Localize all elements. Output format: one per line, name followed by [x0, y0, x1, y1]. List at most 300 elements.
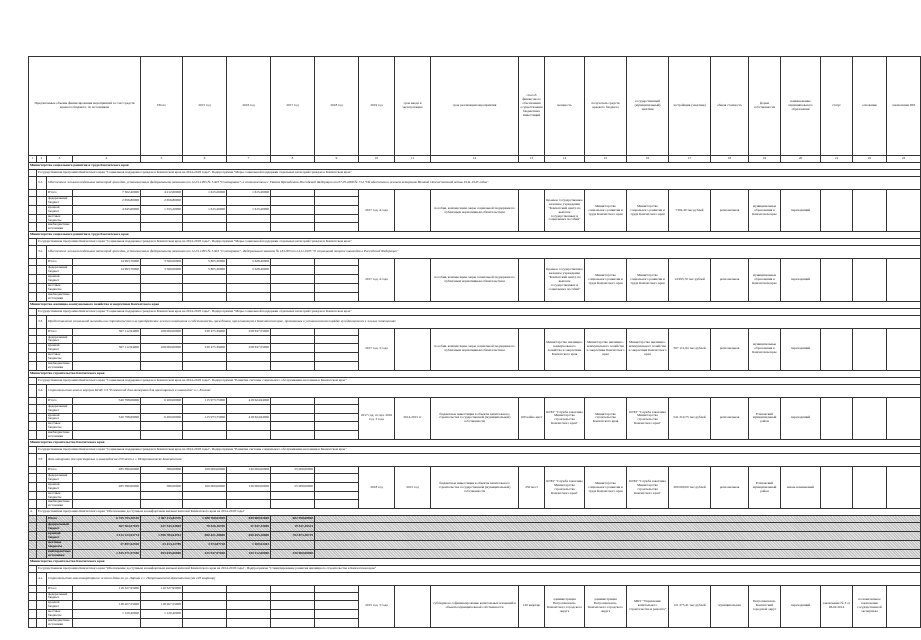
financing-value [183, 283, 227, 292]
financing-value: 4 645,60000 [73, 205, 141, 214]
financing-value [141, 361, 183, 370]
financing-value [271, 275, 315, 284]
financing-value [271, 585, 315, 592]
spacer-cell [29, 549, 37, 558]
financing-value: 14 993,70000 [73, 266, 141, 275]
financing-value: 418 624,94000 [227, 397, 271, 404]
measure-title: Дом-интернат для престарелых и инвалидов на 250 мест в г. Петропавловске-Камчатском [47, 454, 921, 467]
column-number-cell: 7 [227, 156, 271, 163]
empty-cell [315, 482, 359, 491]
financing-row [29, 397, 921, 404]
financing-value: 425 547,97040 [183, 549, 227, 558]
implementation-period: 2014-2015 гг [395, 397, 431, 439]
financing-value: 2 656,80000 [141, 197, 183, 206]
financing-value [227, 292, 271, 301]
financing-source: Итого [47, 467, 73, 474]
basis [821, 259, 853, 301]
header-cell: государственный (муниципальный) заказчик [627, 57, 669, 156]
financing-value [73, 275, 141, 284]
financing-value: 258 637,55000 [227, 344, 271, 353]
financing-value [227, 361, 271, 370]
capacity: 100 койко-мест [519, 397, 545, 439]
financing-value [183, 610, 227, 619]
empty-cell [315, 259, 359, 266]
spacer-cell [37, 491, 47, 500]
capacity [519, 190, 545, 232]
financing-value [227, 592, 271, 601]
header-cell: 2015 год [183, 57, 227, 156]
financing-value: 55 000,00000 [271, 482, 315, 491]
financing-value: 230 475,39000 [183, 344, 227, 353]
financing-value: 702 873,30719 [271, 532, 315, 541]
financing-value: 597 112,94000 [73, 344, 141, 353]
financing-value [271, 474, 315, 483]
state-customer: Министерство строительства Камчатского края [585, 397, 627, 439]
financing-value: 115 973,75000 [183, 397, 227, 404]
spacer-cell [37, 500, 47, 509]
financing-value [73, 214, 141, 223]
financing-source: Итого [47, 585, 73, 592]
financing-value: 1 615,20000 [227, 205, 271, 214]
developer: Министерство социального развития и труда Камчатского края [627, 190, 669, 232]
financing-value [271, 190, 315, 197]
header-cell: срок реализации мероприятия [431, 57, 519, 156]
expert-opinion: положительное заключение государственной экспертизы [853, 585, 887, 627]
capacity: 250 мест [519, 467, 545, 509]
commissioning-term: 2015 год, 3 года [359, 585, 395, 627]
financing-value: 100 000,00000 [183, 467, 227, 474]
developer: Министерство жилищно-коммунального хозяйства и энергетики Камчатского края [627, 328, 669, 370]
program-row [29, 509, 921, 516]
expert-opinion [853, 397, 887, 439]
spacer-cell [29, 292, 37, 301]
empty-cell [315, 516, 921, 523]
program-title: Государственная программа Камчатского края "Социальная поддержка граждан в Камчатском крае на 2014-2018 годы". Подпрограмма "Меры социальной поддержки отдельных категорий граждан в Камчатском крае" [37, 170, 921, 177]
ownership-form: региональная [711, 259, 749, 301]
financing-value [271, 397, 315, 404]
column-number-cell: 23 [887, 156, 921, 163]
financing-value [141, 422, 183, 431]
financing-value [141, 491, 183, 500]
financing-value [141, 275, 183, 284]
empty-cell [315, 266, 359, 275]
basis [821, 190, 853, 232]
financing-value [227, 223, 271, 232]
header-cell: основание [853, 57, 887, 156]
municipality: Петропавловск-Камчатский городской округ [749, 585, 781, 627]
funds-recipient: Краевое государственное казенное учреждение "Камчатский центр по выплате государственных и социальных пособий" [545, 190, 585, 232]
spacer-cell [29, 275, 37, 284]
financing-value: 130 000,00000 [227, 482, 271, 491]
section-title: Министерство строительства Камчатского края [29, 370, 921, 377]
financing-value [271, 610, 315, 619]
measure-title: Строительство нового корпуса КГАУ СЗ "Елизовский дом-интернат для престарелых и инвалидов" в г. Елизове [47, 384, 921, 397]
developer: КГБУ "Служба заказчика Министерства строительства Камчатского края" [627, 397, 669, 439]
empty-cell [315, 275, 359, 284]
financing-value: 5 628,40000 [227, 266, 271, 275]
financing-value [227, 601, 271, 610]
status: переходящий [781, 259, 821, 301]
header-cell: срок ввода в эксплуатацию [395, 57, 431, 156]
spacer-cell [37, 214, 47, 223]
financing-value [183, 618, 227, 627]
status: вновь начинаемый [781, 467, 821, 509]
measure-row [29, 315, 921, 328]
financing-value [271, 292, 315, 301]
spacer-cell [37, 467, 47, 474]
financing-source: краевой бюджет [47, 601, 73, 610]
empty-cell [315, 205, 359, 214]
financing-source: внебюджетные источники [47, 223, 73, 232]
spacer-cell [29, 190, 37, 197]
column-number-cell: 21 [821, 156, 853, 163]
column-number-cell: 18 [711, 156, 749, 163]
financing-value: 1 120,40000 [73, 610, 141, 619]
header-row [29, 57, 921, 156]
financing-row [29, 585, 921, 592]
financing-value [271, 353, 315, 362]
financing-value: 1 120,40000 [141, 610, 183, 619]
state-customer: Министерство социального развития и труда Камчатского края [585, 259, 627, 301]
financing-value [183, 491, 227, 500]
spacer-cell [29, 361, 37, 370]
financing-value [271, 197, 315, 206]
total-cost: 300 000,00 тыс.рублей [669, 467, 711, 509]
spacer-cell [37, 266, 47, 275]
spacer-cell [29, 223, 37, 232]
financing-value [73, 422, 141, 431]
measure-row [29, 177, 921, 190]
summary-financing-row [29, 516, 921, 523]
program-row [29, 239, 921, 246]
commissioning-term: 2017 год, 3 года [359, 328, 395, 370]
spacer-cell [37, 397, 47, 404]
financing-value: 1 555,20000 [141, 205, 183, 214]
financing-value [227, 422, 271, 431]
status: переходящий [781, 328, 821, 370]
section-title: Министерство социального развития и труда Камчатского края [29, 232, 921, 239]
spacer-cell [37, 197, 47, 206]
financing-value: 2 656,80000 [73, 197, 141, 206]
financing-value: 3 374,87728 [183, 540, 227, 549]
measure-number: 3.3. [37, 315, 47, 328]
financing-value [183, 422, 227, 431]
column-number-cell: 12 [431, 156, 519, 163]
financing-value [183, 431, 227, 440]
header-cell: статус [821, 57, 853, 156]
financing-value: 580,00000 [141, 467, 183, 474]
summary-financing-row [29, 532, 921, 541]
spacer-cell [29, 328, 37, 335]
empty-cell [315, 223, 359, 232]
measure-row [29, 454, 921, 467]
empty-cell [315, 413, 359, 422]
financing-value: 602 398,68960 [271, 516, 315, 523]
financing-source: краевой бюджет [47, 275, 73, 284]
financing-value [73, 404, 141, 413]
financing-value: 418 624,94000 [227, 413, 271, 422]
spacer-cell [29, 500, 37, 509]
column-number-cell: 10 [359, 156, 395, 163]
measure-row [29, 384, 921, 397]
measure-title: Предоставление социальной выплаты на строительство или приобретение жилого помещения в собственность гражданам, проживающим в Камчатском крае, признанным в установленном порядке нуждающимися в жилых помещениях [47, 315, 921, 328]
empty-cell [315, 283, 359, 292]
financing-value: 55 000,00000 [271, 467, 315, 474]
state-customer: Министерство жилищно-коммунального хозяйства и энергетики Камчатского края [585, 328, 627, 370]
financing-value: 597 112,94000 [73, 328, 141, 335]
column-number-cell: 15 [585, 156, 627, 163]
financing-value: 4 414 123,55774 [73, 532, 141, 541]
financing-source: Итого [47, 516, 73, 523]
financing-value: 5 628,40000 [227, 259, 271, 266]
financing-source: федеральный бюджет [47, 335, 73, 344]
empty-cell [315, 328, 359, 335]
financing-value: 230 475,39000 [183, 328, 227, 335]
financing-value [227, 431, 271, 440]
financing-value: 495 045,00000 [141, 549, 183, 558]
financing-value: 118 207,55000 [73, 601, 141, 610]
financing-value: 580,00000 [141, 482, 183, 491]
spacer-cell [37, 532, 47, 541]
financing-source: федеральный бюджет [47, 474, 73, 483]
spacer-cell [29, 447, 37, 454]
financing-value [183, 275, 227, 284]
table-body [29, 163, 921, 628]
program-row [29, 447, 921, 454]
column-number-cell: 19 [749, 156, 781, 163]
financing-method: пособия, компенсации, меры социальной поддержки по публичным нормативным обязательствам [431, 190, 519, 232]
empty-cell [315, 474, 359, 483]
financing-value [73, 353, 141, 362]
spacer-cell [37, 540, 47, 549]
status: переходящий [781, 585, 821, 627]
financing-value: 119 327,95000 [73, 585, 141, 592]
financing-method: бюджетные инвестиции в объекты капитального строительства государственной (муниципальной) собственности [431, 467, 519, 509]
empty-cell [315, 601, 359, 610]
financing-method: пособия, компенсации, меры социальной поддержки по публичным нормативным обязательствам [431, 259, 519, 301]
spacer-cell [29, 397, 37, 404]
municipality: муниципальные образования в Камчатском крае [749, 259, 781, 301]
implementation-period [395, 585, 431, 627]
financing-value [183, 361, 227, 370]
financing-value: 1 535 571,97940 [73, 549, 141, 558]
financing-source: краевой бюджет [47, 532, 73, 541]
financing-value [227, 283, 271, 292]
financing-source: внебюджетные источники [48, 548, 71, 557]
financing-source: местные бюджеты [47, 214, 73, 223]
implementation-period [395, 190, 431, 232]
financing-value: 100 000,00000 [183, 482, 227, 491]
financing-source: Итого [47, 259, 73, 266]
financing-value [271, 491, 315, 500]
program-title: Государственная программа Камчатского края "Социальная поддержка граждан в Камчатском крае на 2014-2018 годы". Подпрограмма "Меры социальной поддержки отдельных категорий граждан в Камчатском крае" [37, 239, 921, 246]
financing-value: 849 689,92609 [227, 516, 271, 523]
empty-cell [315, 335, 359, 344]
financing-value [271, 540, 315, 549]
commissioning-term: 2018 год [359, 467, 395, 509]
spacer-cell [37, 353, 47, 362]
header-cell: мощность [545, 57, 585, 156]
financing-value: 1 615,20000 [227, 190, 271, 197]
basis: заключение № 3 от 06.02.2014 [821, 585, 853, 627]
developer: МКУ "Управление капитального строительства и ремонта" [627, 585, 669, 627]
program-row [29, 565, 921, 572]
program-title: Государственная программа Камчатского края "Обеспечение доступным и комфортным жильем жителей Камчатского края на 2014-2018 годы". Подпрограмма "Стимулирование развития жилищного строительства в Камчатском крае" [37, 565, 921, 572]
financing-value [227, 214, 271, 223]
financing-source: Итого [47, 190, 73, 197]
measure-title: Обеспечение жильем отдельных категорий граждан, установленных федеральными законами от 12.01.1995 № 5-ФЗ "О ветеранах", Федеральным законом № 181-ФЗ от 24.11.1995 "О социальной защите инвалидов в Российской Федерации" [47, 246, 921, 259]
column-number-cell: 1 [29, 156, 37, 163]
financing-source: местные бюджеты [47, 283, 73, 292]
financing-source: Итого [47, 397, 73, 404]
column-number-cell: 22 [853, 156, 887, 163]
total-cost: 541 210,75 тыс.рублей [669, 397, 711, 439]
empty-cell [315, 467, 359, 474]
spacer-cell [29, 532, 37, 541]
financing-row [29, 259, 921, 266]
empty-cell [315, 361, 359, 370]
basis [821, 397, 853, 439]
financing-value: 1 109,52403 [227, 540, 271, 549]
spacer-cell [29, 377, 37, 384]
financing-source: внебюджетные источники [47, 361, 73, 370]
spacer-cell [29, 335, 37, 344]
financing-value: 4 212,00000 [141, 190, 183, 197]
empty-cell [887, 190, 921, 232]
financing-value: 3 560,00000 [141, 259, 183, 266]
column-number-cell: 11 [395, 156, 431, 163]
financing-value: 5 805,30000 [183, 259, 227, 266]
empty-cell [887, 467, 921, 509]
developer: Министерство социального развития и труда Камчатского края [627, 259, 669, 301]
financing-value [271, 601, 315, 610]
financing-source: внебюджетные источники [47, 431, 73, 440]
financing-value [183, 292, 227, 301]
spacer-cell [29, 266, 37, 275]
financing-source: местные бюджеты [47, 422, 73, 431]
financing-value [183, 197, 227, 206]
measure-number: 3.1. [37, 177, 47, 190]
financing-source: федеральный бюджет [47, 592, 73, 601]
financing-value: 78 526,16700 [183, 523, 227, 532]
spacer-cell [29, 523, 37, 532]
expert-opinion [853, 259, 887, 301]
section-title: Министерство строительства Камчатского края [29, 440, 921, 447]
financing-value [227, 610, 271, 619]
financing-value: 1 615,20000 [183, 190, 227, 197]
financing-source: Итого [47, 328, 73, 335]
financing-value [271, 361, 315, 370]
basis [821, 328, 853, 370]
funds-recipient: КГБУ "Служба заказчика Министерства строительства Камчатского края" [545, 467, 585, 509]
expert-opinion [853, 190, 887, 232]
financing-value [271, 431, 315, 440]
spacer-cell [37, 361, 47, 370]
financing-value [73, 474, 141, 483]
ownership-form: региональная [711, 467, 749, 509]
financing-value [271, 283, 315, 292]
measure-title: Строительство многоквартирного жилого дома по ул. Ларина в г. Петропавловске-Камчатском (на 120 квартир) [47, 572, 921, 585]
financing-value: 19 547,45314 [271, 523, 315, 532]
spacer-cell [37, 618, 47, 627]
financing-source: внебюджетные источники [47, 618, 73, 627]
financing-value [271, 422, 315, 431]
empty-cell [315, 292, 359, 301]
empty-cell [315, 610, 359, 619]
spacer-cell [29, 592, 37, 601]
measure-title: Обеспечение жильем отдельных категорий граждан, установленных федеральными законами от 12.01.1995 № 5-ФЗ "О ветеранах", в соответствии с Указом Президента Российской Федерации от 07.05.2008 № 714 "Об обеспечении жильем ветеранов Великой Отечественной войны 1941-1945 годов" [47, 177, 921, 190]
header-cell: Итого [141, 57, 183, 156]
financing-value: 237 543,43605 [141, 523, 183, 532]
financing-value: 650 455,20800 [227, 532, 271, 541]
financing-value [73, 361, 141, 370]
financing-value: 285 580,00000 [73, 467, 141, 474]
empty-cell [315, 344, 359, 353]
financing-method: субсидии на софинансирование капитальных вложений в объекты муниципальной собственности [431, 585, 519, 627]
spacer-cell [29, 454, 37, 467]
financing-value [141, 431, 183, 440]
financing-source: краевой бюджет [47, 482, 73, 491]
financing-source: краевой бюджет [47, 344, 73, 353]
financing-value [271, 328, 315, 335]
commissioning-term: 2017 год, 4 года; 2016 год, 3 года [359, 397, 395, 439]
column-number-cell: 3 [47, 156, 73, 163]
spacer-cell [37, 190, 47, 197]
implementation-period: 2015 год [395, 467, 431, 509]
financing-value: 540 798,69000 [73, 413, 141, 422]
total-cost: 597 112,94 тыс.рублей [669, 328, 711, 370]
spacer-cell [37, 283, 47, 292]
program-title: Государственная программа Камчатского края "Обеспечение доступным и комфортным жильем жителей Камчатского края на 2014-2018 годы" [37, 509, 921, 516]
spacer-cell [29, 344, 37, 353]
summary-financing-row [29, 540, 921, 549]
ownership-form: региональная [711, 328, 749, 370]
column-number-cell: 5 [141, 156, 183, 163]
header-cell: застройщик (заказчик) [669, 57, 711, 156]
measure-number: 3.2. [37, 246, 47, 259]
empty-cell [887, 585, 921, 627]
spacer-cell [37, 601, 47, 610]
section-row [29, 370, 921, 377]
spacer-cell [37, 474, 47, 483]
financing-value [183, 353, 227, 362]
spacer-cell [29, 239, 37, 246]
program-title: Государственная программа Камчатского края "Социальная поддержка граждан в Камчатском крае на 2014-2018 годы". Подпрограмма "Меры социальной поддержки отдельных категорий граждан в Камчатском крае" [37, 308, 921, 315]
spacer-cell [37, 275, 47, 284]
header-cell: 2019 год [359, 57, 395, 156]
empty-cell [315, 214, 359, 223]
state-customer: Министерство социального развития и труда Камчатского края [585, 190, 627, 232]
financing-source: местные бюджеты [47, 491, 73, 500]
spacer-cell [37, 431, 47, 440]
financing-source: федеральный бюджет [47, 523, 73, 532]
financing-value: 31 947,32000 [227, 523, 271, 532]
financing-source: местные бюджеты [47, 353, 73, 362]
financing-value [183, 335, 227, 344]
spacer-cell [29, 572, 37, 585]
financing-method: бюджетные инвестиции в объекты капитального строительства государственной (муниципальной) собственности [431, 397, 519, 439]
financing-value [141, 474, 183, 483]
spacer-cell [29, 308, 37, 315]
financing-value [227, 491, 271, 500]
program-title: Государственная программа Камчатского края "Социальная поддержка граждан в Камчатском крае на 2014-2018 годы". Подпрограмма "Развитие системы социального обслуживания населения в Камчатском крае" [37, 447, 921, 454]
financing-value [271, 618, 315, 627]
empty-cell [315, 404, 359, 413]
financing-value: 350 000,00000 [271, 549, 315, 558]
financing-value [141, 223, 183, 232]
empty-cell [315, 532, 921, 541]
spacer-cell [29, 170, 37, 177]
